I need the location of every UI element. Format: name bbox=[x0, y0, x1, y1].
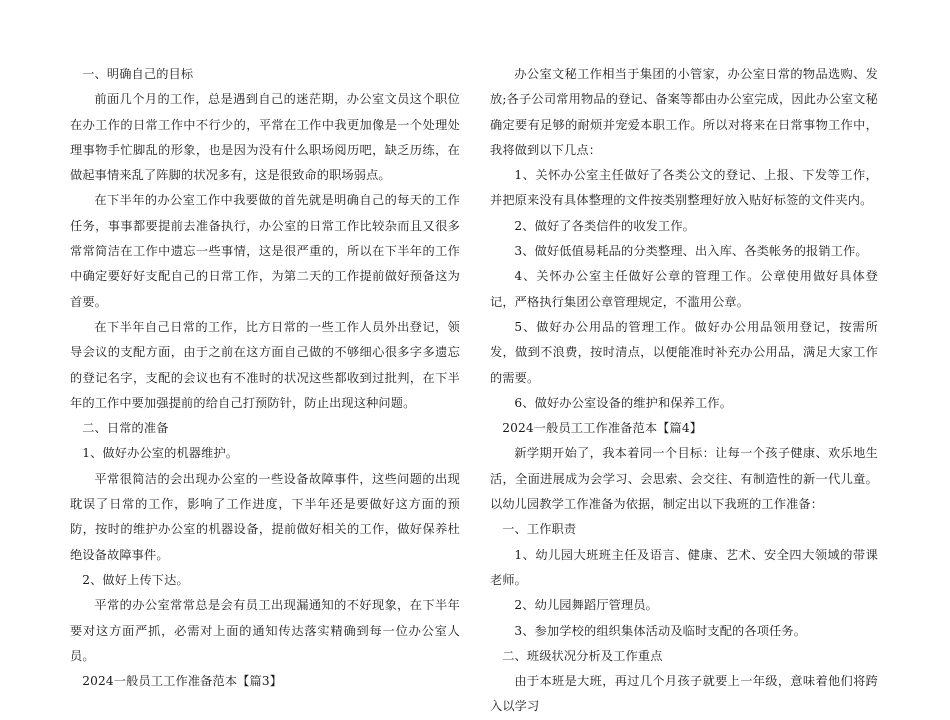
paragraph: 2、做好了各类信件的收发工作。 bbox=[514, 218, 696, 233]
section-heading: 二、班级状况分析及工作重点 bbox=[502, 648, 663, 663]
right-column bbox=[490, 62, 878, 720]
paragraph: 5、做好办公用品的管理工作。做好办公用品领用登记，按需所发，做到不浪费，按时清点，以便能准时补充办公用品，满足大家工作的需要。 bbox=[490, 319, 878, 385]
paragraph: 3、做好低值易耗品的分类整理、出入库、各类帐务的报销工作。 bbox=[514, 244, 868, 259]
section-heading: 二、日常的准备 bbox=[82, 421, 169, 436]
paragraph: 2、幼儿园舞蹈厅管理员。 bbox=[514, 598, 659, 613]
section-heading: 2024一般员工工作准备范本【篇3】 bbox=[82, 674, 283, 689]
paragraph: 由于本班是大班，再过几个月孩子就要上一年级，意味着他们将跨入以学习 bbox=[490, 674, 878, 714]
section-heading: 2024一般员工工作准备范本【篇4】 bbox=[502, 421, 703, 436]
section-heading: 2、做好上传下达。 bbox=[82, 572, 189, 587]
section-heading: 一、工作职责 bbox=[502, 522, 577, 537]
paragraph: 1、关怀办公室主任做好了各类公文的登记、上报、下发等工作，并把原来没有具体整理的文件按类别整理好放入贴好标签的文件夹内。 bbox=[490, 168, 878, 208]
paragraph: 4、关怀办公室主任做好公章的管理工作。公章使用做好具体登记，严格执行集团公章管理规定，不滥用公章。 bbox=[490, 269, 878, 309]
paragraph: 平常的办公室常常总是会有员工出现漏通知的不好现象，在下半年要对这方面严抓，必需对上面的通知传达落实精确到每一位办公室人员。 bbox=[70, 598, 460, 663]
section-heading: 一、明确自己的目标 bbox=[82, 67, 194, 81]
paragraph: 办公室文秘工作相当于集团的小管家，办公室日常的物品选购、发放;各子公司常用物品的登记、备案等都由办公室完成，因此办公室文秘确定要有足够的耐烦并宠爱本职工作。所以对将来在日常事物工作中，我将做到以下几点： bbox=[490, 67, 878, 157]
paragraph: 新学期开始了，我本着同一个目标：让每一个孩子健康、欢乐地生活，全面进展成为会学习、会思索、会交往、有制造性的新一代儿童。以幼儿园教学工作准备为依据，制定出以下我班的工作准备： bbox=[490, 446, 878, 512]
paragraph: 在下半年自己日常的工作，比方日常的一些工作人员外出登记，领导会议的支配方面，由于之前在这方面自己做的不够细心很多字多遗忘的登记名字，支配的会议也有不准时的状况这些都收到过批判，在下半年的工作中要加强提前的给自己打预防针，防止出现这种问题。 bbox=[70, 319, 460, 410]
paragraph: 1、幼儿园大班班主任及语言、健康、艺术、安全四大领域的带课老师。 bbox=[490, 547, 878, 587]
section-heading: 1、做好办公室的机器维护。 bbox=[82, 446, 239, 461]
paragraph: 6、做好办公室设备的维护和保养工作。 bbox=[514, 395, 733, 410]
paragraph: 在下半年的办公室工作中我要做的首先就是明确自己的每天的工作任务，事事都要提前去准备执行，办公室的日常工作比较杂而且又很多常常简洁在工作中遗忘一些事情，这是很严重的，所以在下半年的工作中确定要好好支配自己的日常工作，为第二天的工作提前做好预备这为首要。 bbox=[70, 193, 460, 309]
paragraph: 平常很简洁的会出现办公室的一些设备故障事件，这些问题的出现耽误了日常的工作，影响了工作进度，下半年还是要做好这方面的预防，按时的维护办公室的机器设备，提前做好相关的工作，做好保养杜绝设备故障事件。 bbox=[70, 471, 460, 562]
paragraph: 3、参加学校的组织集体活动及临时支配的各项任务。 bbox=[514, 623, 807, 638]
paragraph: 前面几个月的工作，总是遇到自己的迷茫期，办公室文员这个职位在办工作的日常工作中不行少的，平常在工作中我更加像是一个处理处理事物手忙脚乱的形象，也是因为没有什么职场阅历吧，缺乏历练，在做起事情来乱了阵脚的状况多有，这是很致命的职场弱点。 bbox=[70, 92, 460, 183]
left-column bbox=[70, 62, 460, 694]
